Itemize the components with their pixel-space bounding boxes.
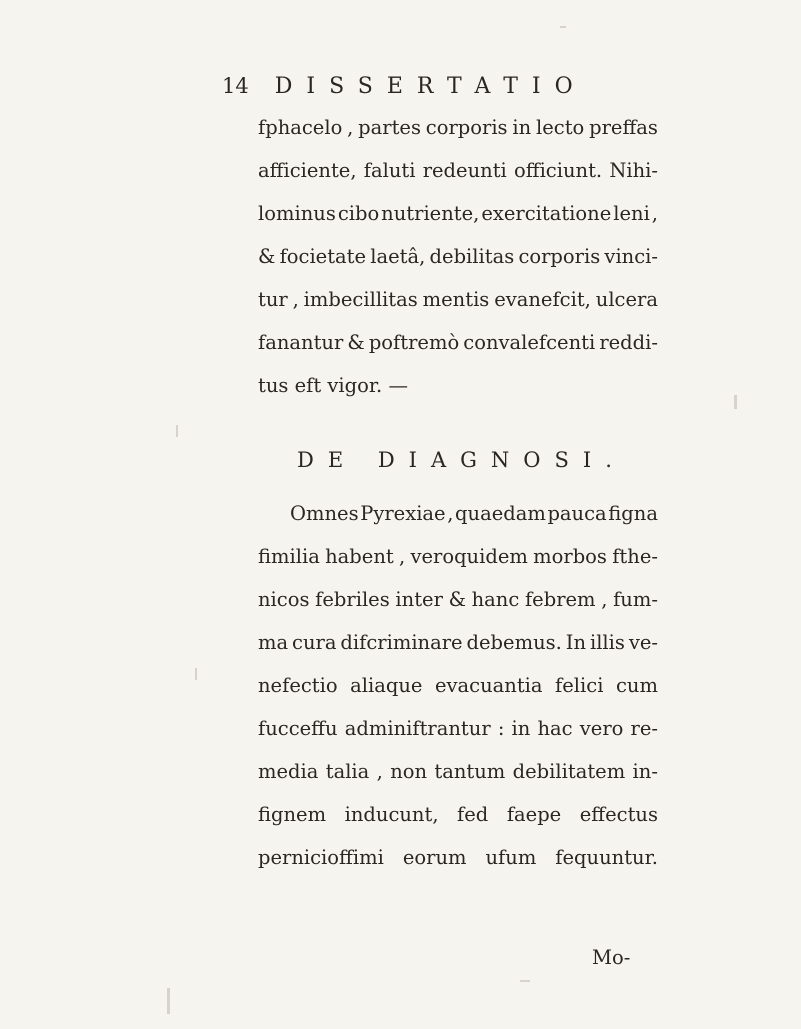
word: preffas: [589, 116, 658, 139]
word: debemus.: [466, 631, 562, 654]
word: inter: [395, 588, 443, 611]
word: fphacelo: [258, 116, 343, 139]
text-line: [258, 674, 658, 697]
word: felici: [555, 674, 604, 697]
word: fed: [457, 803, 489, 826]
text-line: [258, 545, 658, 568]
word: media: [258, 760, 319, 783]
word: debilitas: [429, 245, 515, 268]
word: illis: [589, 631, 625, 654]
word: poftremò: [368, 331, 460, 354]
paper-speck: [520, 980, 530, 982]
word: in: [511, 717, 531, 740]
word: inducunt,: [344, 803, 439, 826]
word: habent: [325, 545, 394, 568]
word: fimilia: [258, 545, 320, 568]
word: ,: [398, 545, 406, 568]
word: &: [258, 245, 276, 268]
word: tantum: [434, 760, 506, 783]
word: fthe-: [612, 545, 658, 568]
text-line: [258, 717, 658, 740]
word: leni: [613, 202, 650, 225]
word: non: [390, 760, 428, 783]
word: Nihi-: [609, 159, 658, 182]
word: hac: [537, 717, 573, 740]
paper-speck: [195, 668, 197, 680]
word: fignem: [258, 803, 327, 826]
text-line: [258, 631, 658, 654]
word: evacuantia: [434, 674, 543, 697]
word: effectus: [579, 803, 658, 826]
word: tur: [258, 288, 288, 311]
word: corporis: [518, 245, 601, 268]
paper-speck: [560, 26, 566, 28]
word: officiunt.: [513, 159, 603, 182]
text-line: [258, 116, 658, 139]
word: afficiente,: [258, 159, 357, 182]
line-text: tus eft vigor. —: [258, 374, 408, 397]
word: adminiftrantur: [344, 717, 491, 740]
word: eorum: [402, 846, 467, 869]
word: fequuntur.: [555, 846, 658, 869]
text-line: [258, 803, 658, 826]
word: convalefcenti: [463, 331, 596, 354]
word: ma: [258, 631, 289, 654]
word: focietate: [279, 245, 367, 268]
text-line: [258, 760, 658, 783]
text-line: [258, 588, 658, 611]
text-line: [258, 846, 658, 869]
word: ,: [601, 588, 608, 611]
paper-speck: [734, 395, 737, 409]
word: fum-: [613, 588, 658, 611]
word: morbos: [533, 545, 607, 568]
word: fanantur: [258, 331, 344, 354]
word: evanefcit,: [494, 288, 591, 311]
word: cibo: [337, 202, 380, 225]
word: mentis: [422, 288, 490, 311]
word: ,: [447, 502, 454, 525]
word: faepe: [506, 803, 562, 826]
word: faluti: [363, 159, 416, 182]
word: ,: [347, 116, 354, 139]
word: corporis: [425, 116, 508, 139]
word: :: [497, 717, 505, 740]
word: &: [448, 588, 466, 611]
word: cum: [615, 674, 658, 697]
running-title: DISSERTATIO: [274, 74, 587, 99]
word: ,: [651, 202, 658, 225]
word: talia: [325, 760, 370, 783]
text-line: [258, 374, 658, 397]
text-line: [290, 502, 658, 525]
word: hanc: [471, 588, 520, 611]
word: pauca: [547, 502, 607, 525]
word: quaedam: [455, 502, 546, 525]
word: lominus: [258, 202, 336, 225]
word: ,: [376, 760, 383, 783]
paper-speck: [167, 988, 170, 1014]
word: ve-: [628, 631, 658, 654]
paper-speck: [176, 425, 178, 437]
page-number: 14: [222, 74, 249, 98]
text-line: [258, 245, 658, 268]
word: laetâ,: [370, 245, 426, 268]
word: nefectio: [258, 674, 338, 697]
word: Pyrexiae: [360, 502, 446, 525]
word: aliaque: [350, 674, 423, 697]
word: redeunti: [422, 159, 507, 182]
word: reddi-: [599, 331, 658, 354]
word: &: [347, 331, 365, 354]
text-line: [258, 288, 658, 311]
word: ,: [292, 288, 299, 311]
running-head: [222, 74, 587, 99]
word: in-: [632, 760, 658, 783]
word: pernicioffimi: [258, 846, 384, 869]
catchword: Mo-: [592, 946, 631, 969]
word: vinci-: [604, 245, 658, 268]
text-line: [258, 202, 658, 225]
word: nutriente,: [381, 202, 480, 225]
word: figna: [608, 502, 658, 525]
word: partes: [358, 116, 421, 139]
word: re-: [630, 717, 658, 740]
word: debilitatem: [512, 760, 626, 783]
word: ufum: [485, 846, 537, 869]
word: fucceffu: [258, 717, 338, 740]
word: in: [512, 116, 532, 139]
word: veroquidem: [410, 545, 528, 568]
section-heading: DE DIAGNOSI.: [297, 448, 626, 472]
text-line: [258, 159, 658, 182]
word: difcriminare: [340, 631, 463, 654]
word: febrem: [524, 588, 596, 611]
word: Omnes: [290, 502, 359, 525]
word: nicos: [258, 588, 310, 611]
word: febriles: [315, 588, 390, 611]
word: In: [565, 631, 587, 654]
word: ulcera: [595, 288, 658, 311]
word: imbecillitas: [303, 288, 418, 311]
word: cura: [292, 631, 337, 654]
word: exercitatione: [481, 202, 612, 225]
text-line: [258, 331, 658, 354]
word: lecto: [536, 116, 585, 139]
word: vero: [579, 717, 624, 740]
